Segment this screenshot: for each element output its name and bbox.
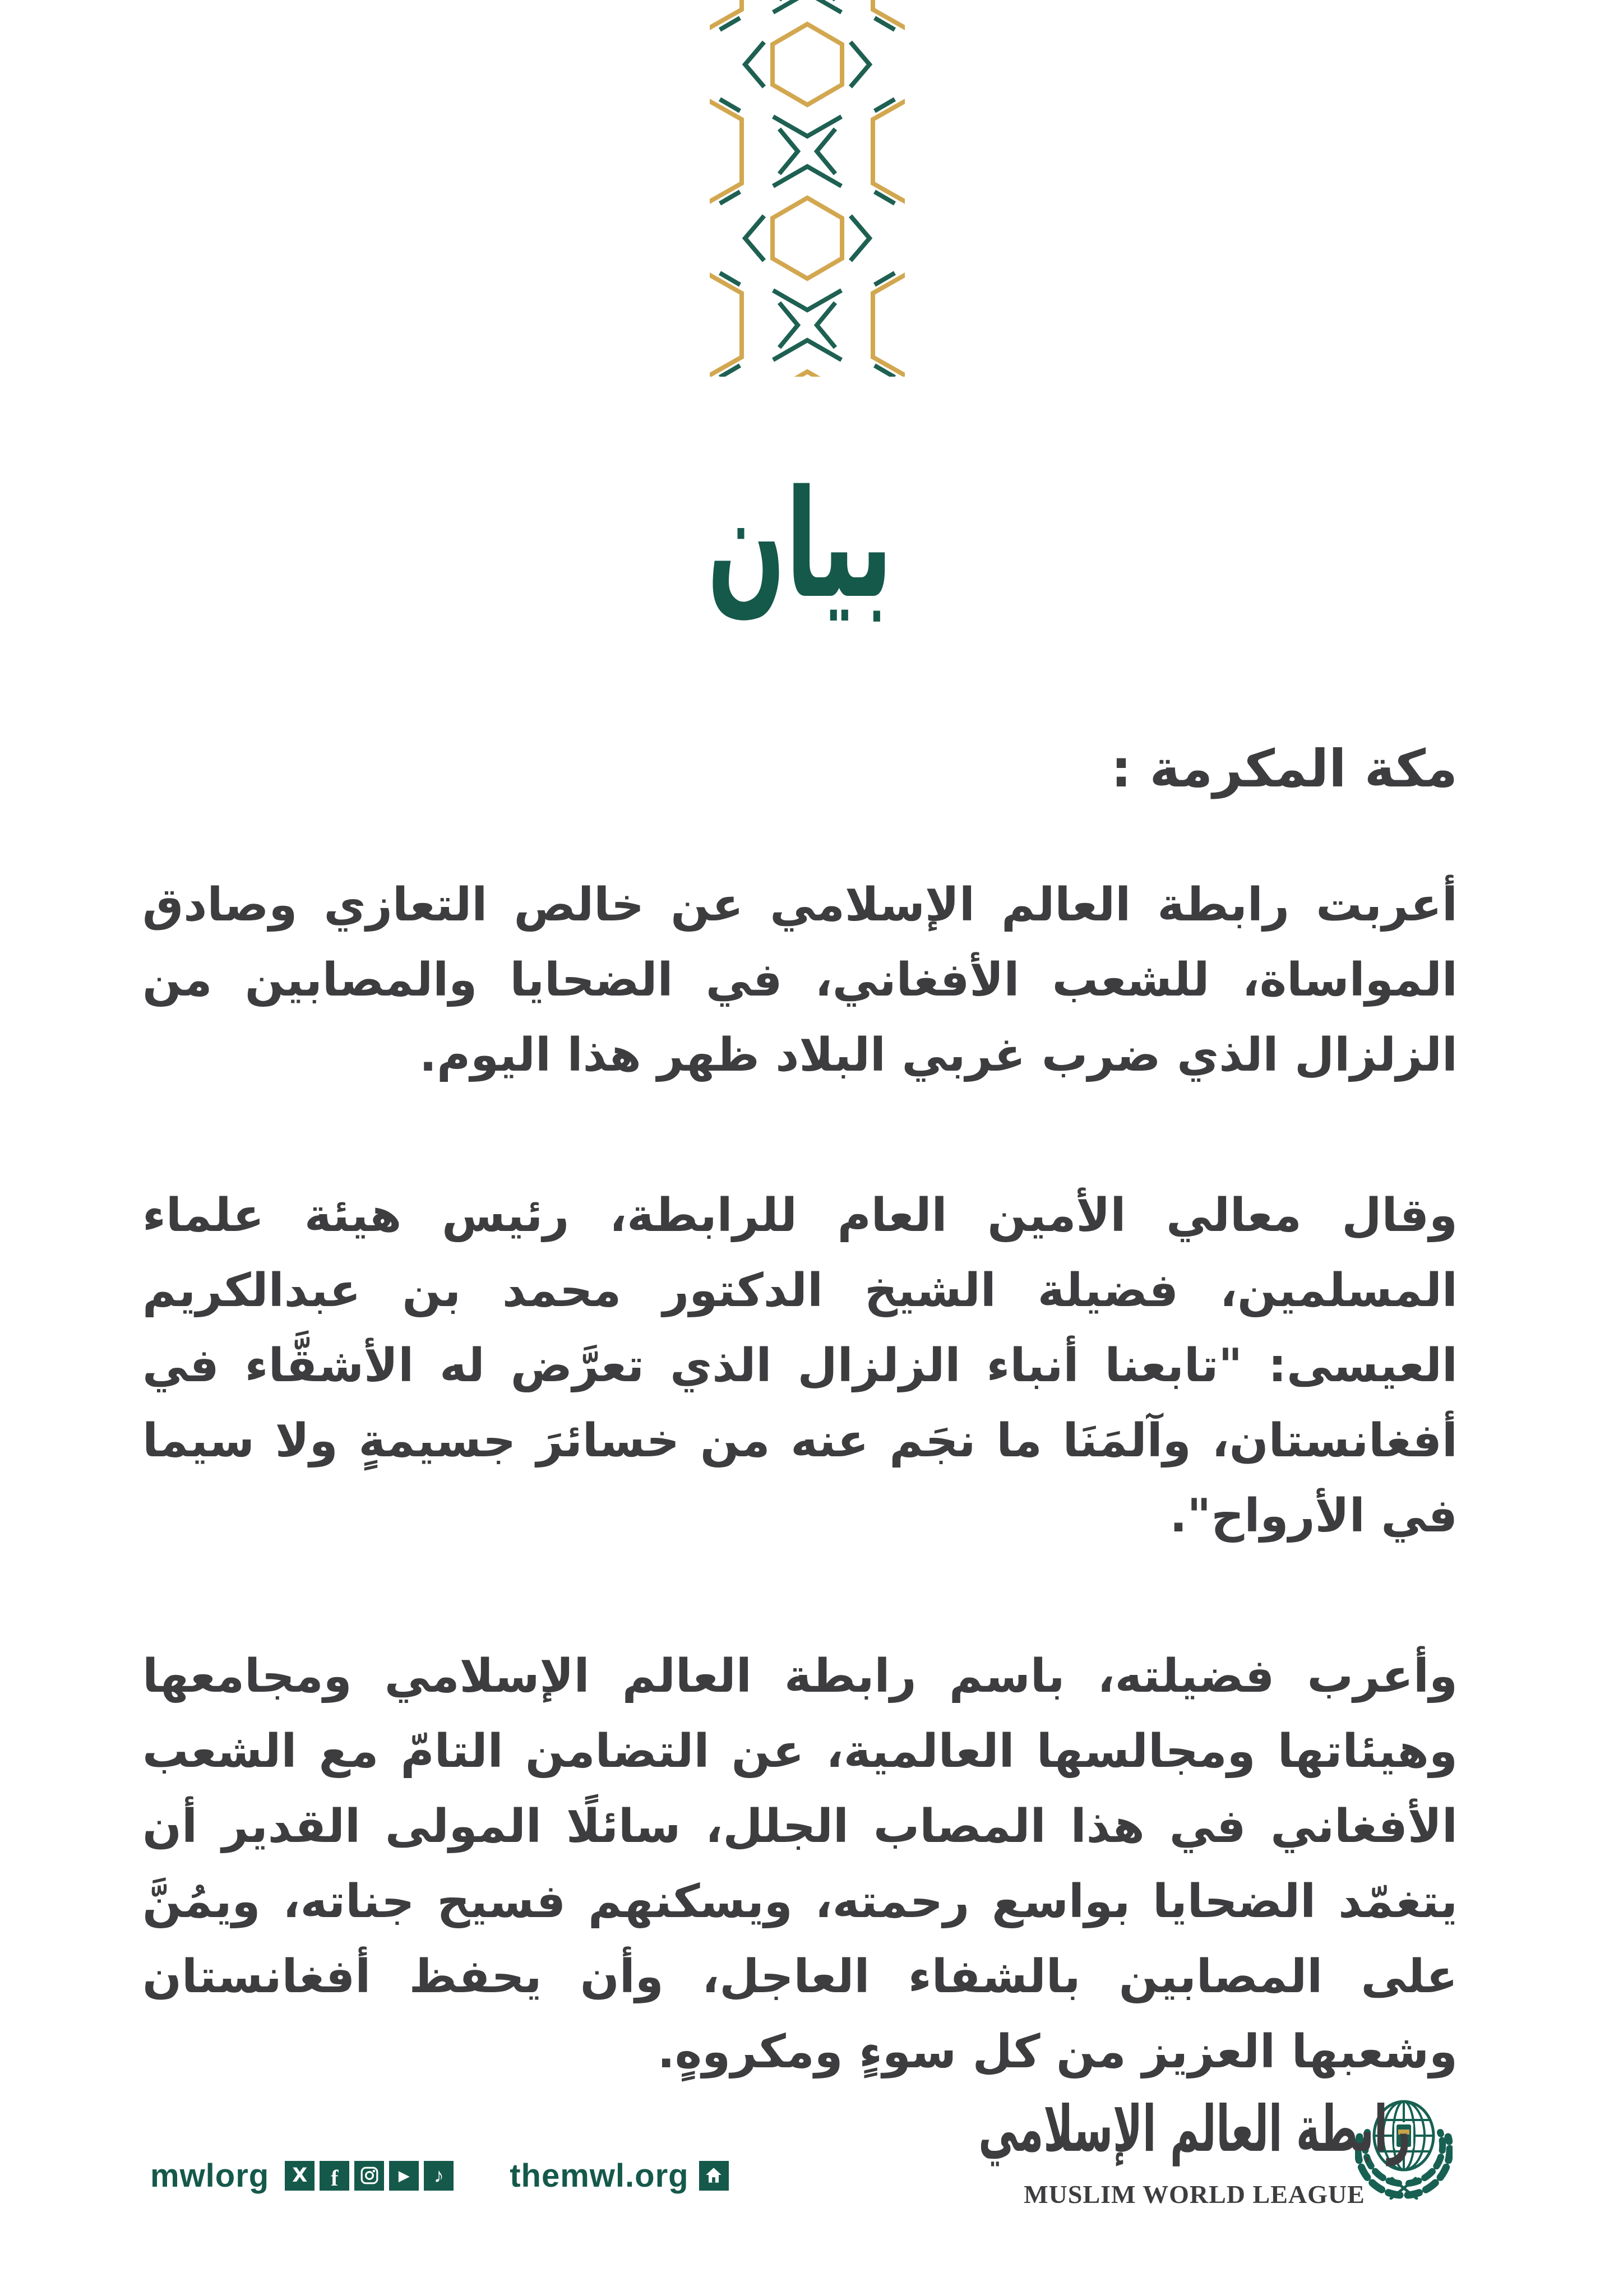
statement-paragraph: وقال معالي الأمين العام للرابطة، رئيس هيئة علماء المسلمين، فضيلة الشيخ الدكتور محمد بن عبدالكريم العيسى: "تابعنا أنباء الزلزال الذي تعرَّض له الأشقَّاء في أفغانستان، وآلمَنَا ما نجَم عنه من خسائرَ جسيمةٍ ولا سيما في الأرواح". (142, 1189, 1458, 1543)
social-handle[interactable]: mwlorg (150, 2157, 270, 2194)
logo-arabic-calligraphy: رابطة العالم الإسلامي (978, 2091, 1411, 2166)
home-glyph-icon (704, 2165, 724, 2186)
statement-body (142, 868, 1458, 2090)
social-icon-row (285, 2161, 454, 2191)
home-icon[interactable] (699, 2161, 729, 2191)
geometric-pattern-icon (710, 0, 905, 377)
website-url[interactable]: themwl.org (510, 2157, 689, 2194)
facebook-icon[interactable]: f (320, 2161, 349, 2191)
tiktok-icon[interactable]: ♪ (424, 2161, 454, 2191)
statement-paragraph: وأعرب فضيلته، باسم رابطة العالم الإسلامي ومجامعها وهيئاتها ومجالسها العالمية، عن التضامن التامّ مع الشعب الأفغاني في هذا المصاب الجلل، سائلًا المولى القدير أن يتغمّد الضحايا بواسع رحمته، ويسكنهم فسيح جناته، ويمُنَّ على المصابين بالشفاء العاجل، وأن يحفظ أفغانستان وشعبها العزيز من كل سوءٍ ومكروهٍ. (142, 1650, 1458, 2079)
title-wrap (0, 460, 1600, 631)
statement-title: بيان (707, 459, 893, 631)
logo-text-block (978, 2091, 1411, 2209)
mwl-logo (978, 2091, 1453, 2209)
youtube-icon[interactable]: ▶ (389, 2161, 419, 2191)
location-heading: مكة المكرمة : (1111, 739, 1458, 799)
logo-english-wordmark: MUSLIM WORLD LEAGUE (1024, 2180, 1365, 2209)
x-icon[interactable]: X (285, 2161, 315, 2191)
instagram-icon[interactable] (354, 2161, 384, 2191)
instagram-glyph-icon (360, 2166, 379, 2185)
footer-social-bar (150, 2158, 729, 2193)
statement-paragraph: أعربت رابطة العالم الإسلامي عن خالص التعازي وصادق المواساة، للشعب الأفغاني، في الضحايا والمصابين من الزلزال الذي ضرب غربي البلاد ظهر هذا اليوم. (142, 878, 1458, 1082)
